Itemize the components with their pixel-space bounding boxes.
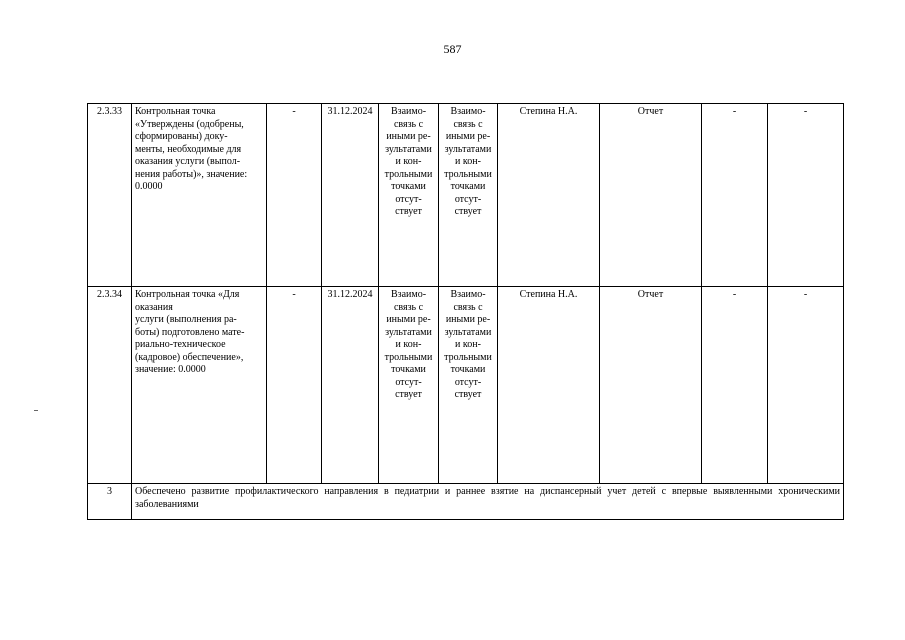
row-number: 2.3.34 <box>88 287 132 484</box>
col10-value: - <box>768 287 844 484</box>
start-date: - <box>267 287 322 484</box>
document-type: Отчет <box>600 104 702 287</box>
relation-line: точками <box>450 181 486 192</box>
section-title: Обеспечено развитие профилактического направления в педиатрии и раннее взятие на диспансерный учет детей с впервые выявленными хроническими заболеваниями <box>132 484 844 520</box>
relation-line: и кон- <box>395 339 422 350</box>
relation-line: отсут- <box>454 376 482 388</box>
description-line: значение: 0.0000 <box>135 364 206 375</box>
table-row <box>88 104 844 287</box>
description-line: боты) подготовлено мате- <box>135 326 245 338</box>
relation-line: ствует <box>395 389 422 400</box>
description-line: 0.0000 <box>135 181 163 192</box>
scan-mark <box>34 410 38 411</box>
description-line: Контрольная точка «Для <box>135 289 240 300</box>
relation-line: зультатами <box>385 143 432 155</box>
relation-line: иными ре- <box>445 131 491 142</box>
relation-cell <box>379 104 439 287</box>
relation-line: связь с <box>453 118 483 130</box>
relation-line: Взаимо- <box>390 289 427 300</box>
relation-line: зультатами <box>444 326 492 338</box>
relation-line: связь с <box>453 301 483 313</box>
relation-line: и кон- <box>455 156 481 167</box>
document-type: Отчет <box>600 287 702 484</box>
end-date: 31.12.2024 <box>322 287 379 484</box>
description-line: менты, необходимые для <box>135 143 242 155</box>
relation-line: трольными <box>384 168 433 180</box>
relation-line: ствует <box>454 206 482 217</box>
relation-line: точками <box>391 181 426 192</box>
responsible-person: Степина Н.А. <box>498 287 600 484</box>
relation-line: и кон- <box>455 339 481 350</box>
description-line: сформированы) доку- <box>135 131 228 142</box>
row-description <box>132 287 267 484</box>
row-description <box>132 104 267 287</box>
description-line: Контрольная точка <box>135 106 216 117</box>
relation-cell <box>379 287 439 484</box>
description-line: риально-техническое <box>135 339 226 350</box>
description-line: услуги (выполнения ра- <box>135 314 237 325</box>
relation-line: иными ре- <box>386 314 431 325</box>
relation-line: и кон- <box>395 156 422 167</box>
relation-line: Взаимо- <box>450 106 486 117</box>
row-number: 2.3.33 <box>88 104 132 287</box>
col9-value: - <box>702 104 768 287</box>
relation-line: зультатами <box>385 326 432 338</box>
description-line: «Утверждены (одобрены, <box>135 118 244 130</box>
relation-line: трольными <box>444 168 492 180</box>
description-line: оказания <box>135 301 173 313</box>
relation-line: иными ре- <box>386 131 431 142</box>
end-date: 31.12.2024 <box>322 104 379 287</box>
col10-value: - <box>768 104 844 287</box>
relation-line: трольными <box>384 351 433 363</box>
relation-line: Взаимо- <box>450 289 486 300</box>
relation-line: иными ре- <box>445 314 491 325</box>
description-line: оказания услуги (выпол- <box>135 156 241 167</box>
relation-line: точками <box>391 364 426 375</box>
relation-line: отсут- <box>395 193 422 205</box>
section-number: 3 <box>88 484 132 520</box>
start-date: - <box>267 104 322 287</box>
relation-line: Взаимо- <box>390 106 427 117</box>
col9-value: - <box>702 287 768 484</box>
description-line: (кадровое) обеспечение», <box>135 351 244 363</box>
section-row <box>88 484 844 520</box>
responsible-person: Степина Н.А. <box>498 104 600 287</box>
relation-cell <box>439 287 498 484</box>
control-points-table <box>87 103 844 520</box>
relation-line: отсут- <box>454 193 482 205</box>
relation-line: ствует <box>454 389 482 400</box>
description-line: нения работы)», значение: <box>135 168 248 180</box>
table-row <box>88 287 844 484</box>
page-number: 587 <box>443 42 462 56</box>
relation-cell <box>439 104 498 287</box>
relation-line: связь с <box>393 301 424 313</box>
relation-line: трольными <box>444 351 492 363</box>
relation-line: связь с <box>393 118 424 130</box>
relation-line: ствует <box>395 206 422 217</box>
relation-line: зультатами <box>444 143 492 155</box>
relation-line: отсут- <box>395 376 422 388</box>
relation-line: точками <box>450 364 486 375</box>
